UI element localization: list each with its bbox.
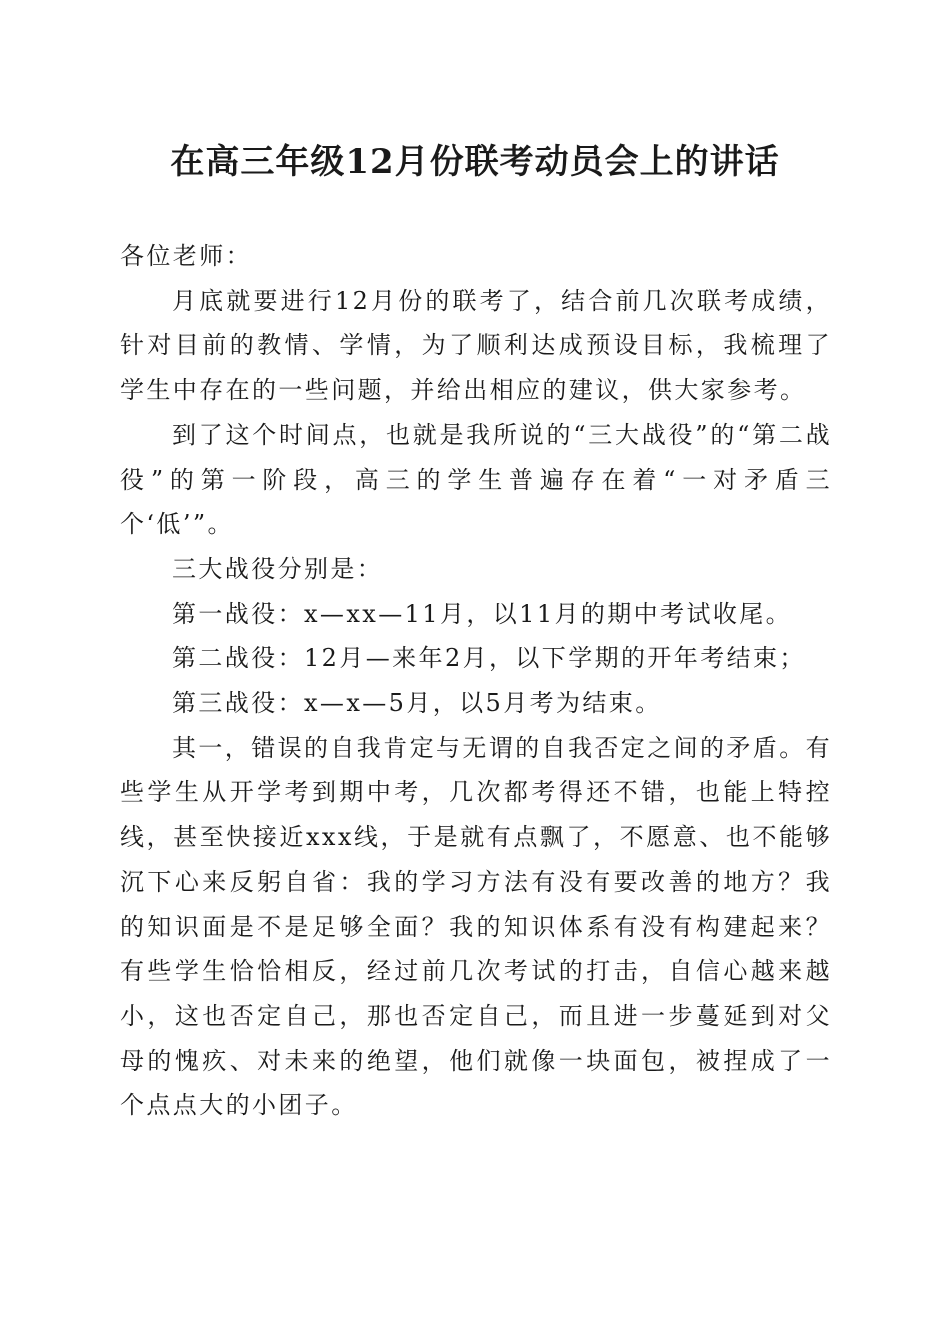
- document-title: 在高三年级12月份联考动员会上的讲话: [170, 142, 780, 182]
- list-item-second-campaign: 第二战役：12月—来年2月，以下学期的开年考结束；: [172, 644, 806, 673]
- document-body: [120, 234, 832, 1128]
- list-item-first-campaign: 第一战役：x—xx—11月，以11月的期中考试收尾。: [172, 599, 793, 628]
- paragraph-context: 到了这个时间点，也就是我所说的“三大战役”的“第二战役”的第一阶段，高三的学生普遍存在着“一对矛盾三个‘低’”。: [120, 420, 832, 539]
- salutation: 各位老师：: [120, 242, 252, 270]
- list-item-third-campaign: 第三战役：x—x—5月，以5月考为结束。: [172, 689, 662, 718]
- paragraph-intro: 月底就要进行12月份的联考了，结合前几次联考成绩，针对目前的教情、学情，为了顺利达成预设目标，我梳理了学生中存在的一些问题，并给出相应的建议，供大家参考。: [120, 286, 832, 405]
- paragraph-first-contradiction: 其一，错误的自我肯定与无谓的自我否定之间的矛盾。有些学生从开学考到期中考，几次都考得还不错，也能上特控线，甚至快接近xxx线，于是就有点飘了，不愿意、也不能够沉下心来反躬自省：我的学习方法有没有要改善的地方？我的知识面是不是足够全面？我的知识体系有没有构建起来？有些学生恰恰相反，经过前几次考试的打击，自信心越来越小，这也否定自己，那也否定自己，而且进一步蔓延到对父母的愧疚、对未来的绝望，他们就像一块面包，被捏成了一个点点大的小团子。: [120, 733, 832, 1120]
- paragraph-campaigns-heading: 三大战役分别是：: [172, 554, 384, 583]
